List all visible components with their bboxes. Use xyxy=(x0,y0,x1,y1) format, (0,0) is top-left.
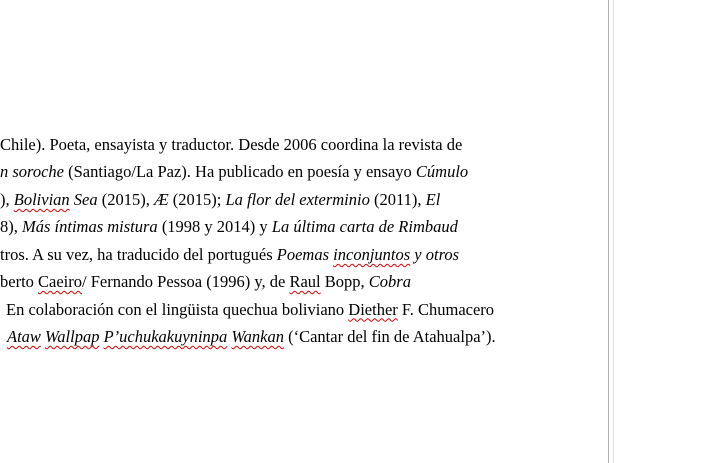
text-segment: 8), xyxy=(0,217,22,237)
text-segment: Chile). Poeta, ensayista y traductor. Desde 2006 coordina la revista de xyxy=(0,135,463,154)
text-segment: tros. A su vez, ha traducido del portugués xyxy=(0,244,277,264)
text-segment: La última carta de Rimbaud xyxy=(271,217,458,237)
text-segment: Æ xyxy=(153,189,169,209)
text-line xyxy=(0,268,600,295)
text-line xyxy=(0,323,600,350)
misspelled-word: Ataw xyxy=(7,327,41,347)
text-segment: La flor del exterminio xyxy=(225,189,370,209)
text-segment: (2011), xyxy=(369,189,426,209)
text-segment: Más íntimas mistura xyxy=(22,217,158,237)
text-line xyxy=(0,213,600,240)
page-edge-line xyxy=(608,0,609,463)
misspelled-word: Wallpap xyxy=(45,327,100,347)
text-line xyxy=(0,296,600,323)
text-segment: (1998 y 2014) y xyxy=(157,217,272,237)
text-segment: berto xyxy=(0,272,39,292)
text-segment: n soroche xyxy=(0,162,65,182)
text-segment: / Fernando Pessoa (1996) y, de xyxy=(82,272,290,292)
text-line xyxy=(0,186,600,213)
text-segment: ), xyxy=(0,189,14,209)
misspelled-word: Wankan xyxy=(231,327,284,347)
text-segment: Cobra xyxy=(368,272,411,292)
misspelled-word: Raul xyxy=(289,272,321,292)
text-segment: El xyxy=(425,189,441,209)
text-segment: Cúmulo xyxy=(415,162,469,182)
text-segment: Bopp, xyxy=(320,272,369,292)
text-segment: En colaboración con el lingüista quechua boliviano xyxy=(6,299,349,319)
misspelled-word: P’uchukakuyninpa xyxy=(103,327,228,347)
document-text[interactable] xyxy=(0,131,600,351)
text-segment: (2015), xyxy=(97,189,154,209)
text-line xyxy=(0,241,600,268)
text-line xyxy=(0,158,600,185)
text-segment: (Santiago/La Paz). Ha publicado en poesía y ensayo xyxy=(64,162,416,182)
misspelled-word: Diether xyxy=(348,299,398,319)
text-segment: (2015); xyxy=(168,189,226,209)
text-segment: Poemas xyxy=(276,244,334,264)
misspelled-word: inconjuntos xyxy=(333,244,411,264)
text-line xyxy=(0,131,600,158)
text-segment: y otros xyxy=(410,244,460,264)
misspelled-word: Bolivian xyxy=(13,189,70,209)
text-segment: F. Chumacero xyxy=(397,299,495,319)
text-segment: Sea xyxy=(69,189,98,209)
page-edge-shadow-line xyxy=(613,0,614,463)
text-segment: (‘Cantar del fin de Atahualpa’). xyxy=(283,327,496,347)
misspelled-word: Caeiro xyxy=(38,272,83,292)
